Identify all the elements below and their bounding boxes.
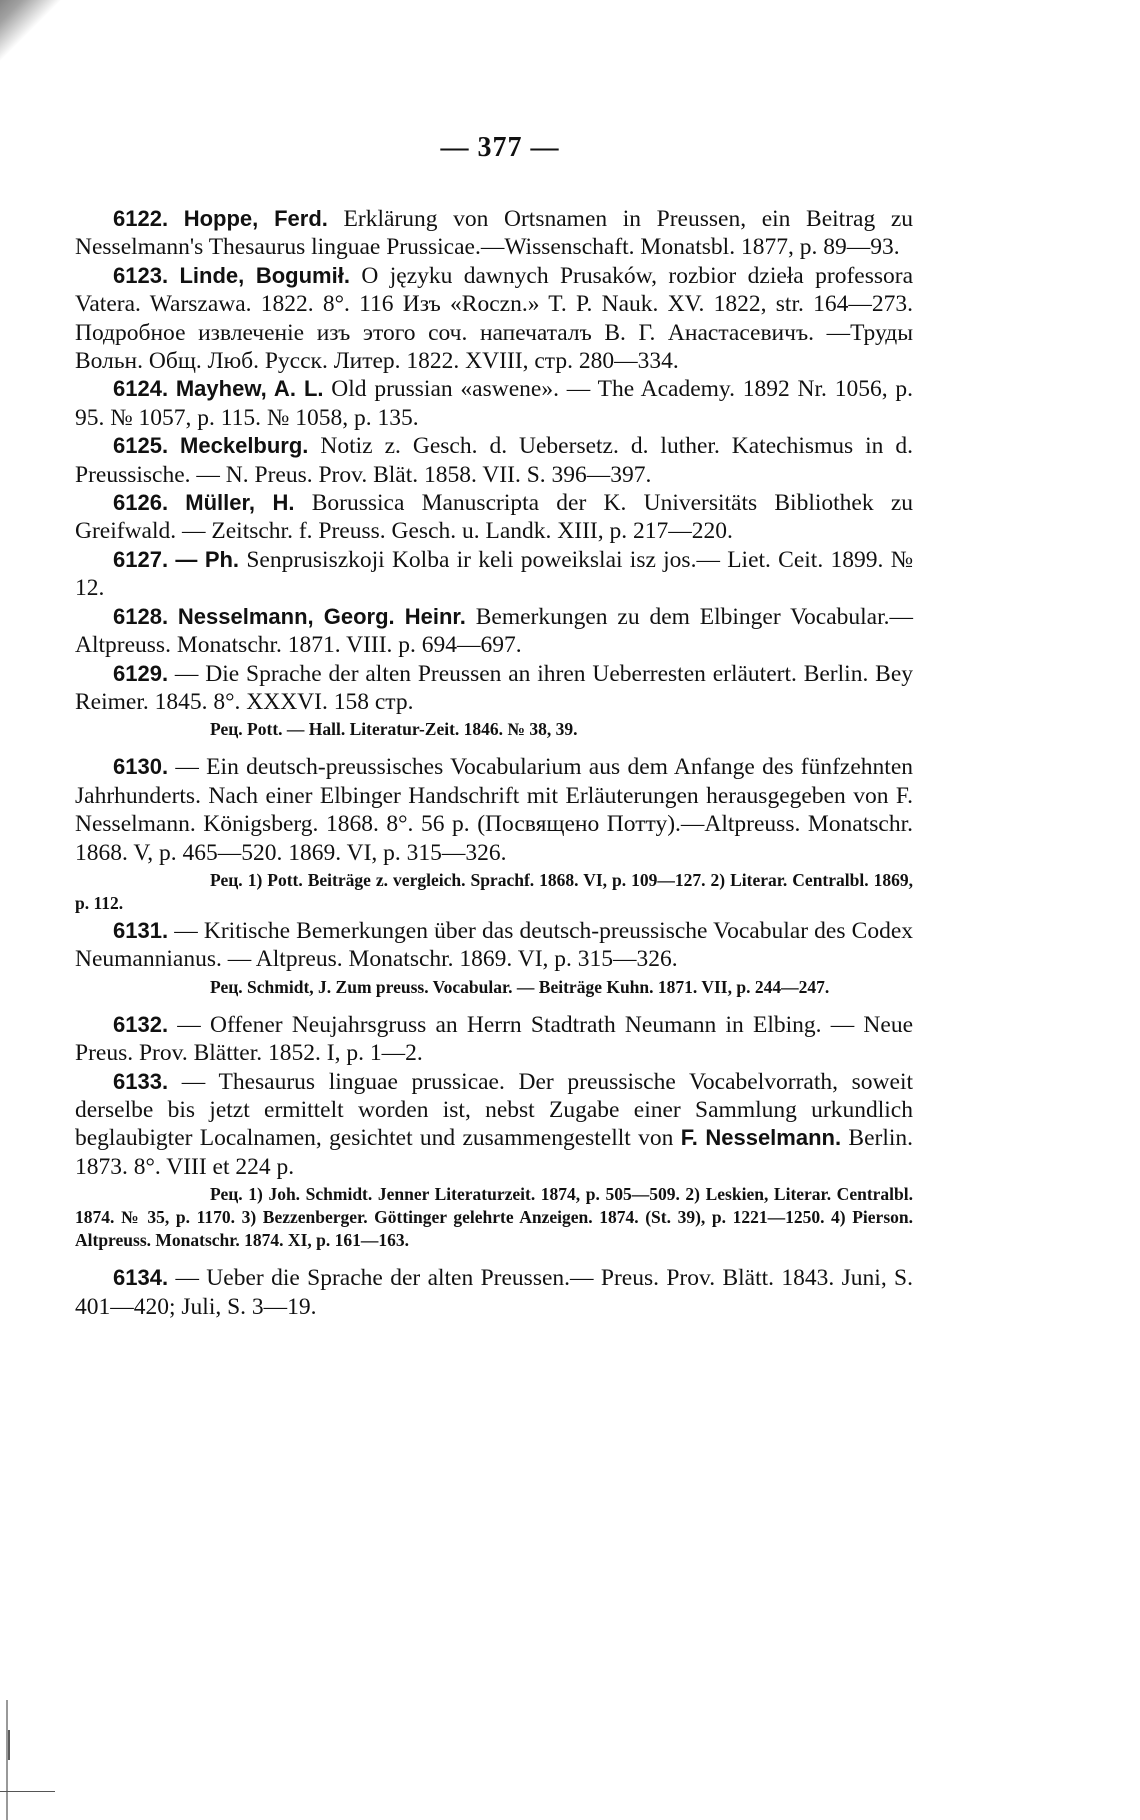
entry-6128 xyxy=(75,603,913,660)
entry-text: — Ein deutsch-preussisches Vocabularium aus dem Anfange des fünfzehnten Jahrhunderts. Nach einer Elbinger Handschrift mit Erläuterungen herausgegeben von F. Nesselmann. Königsberg. 1868. 8°. 56 p. (Посвящено Потту).—Altpreuss. Monatschr. 1868. V, p. 465—520. 1869. VI, p. 315—326. xyxy=(75,754,913,866)
entry-text: — Offener Neujahrsgruss an Herrn Stadtrath Neumann in Elbing. — Neue Preus. Prov. Blätter. 1852. I, p. 1—2. xyxy=(75,1011,914,1067)
entry-text: Notiz z. Gesch. d. Uebersetz. d. luther. Katechismus in d. Preussische. — N. Preus. Prov. Blät. 1858. VII. S. 396—397. xyxy=(75,433,914,488)
entry-review: Рец. 1) Pott. Beiträge z. vergleich. Sprachf. 1868. VI, p. 109—127. 2) Literar. Centralbl. 1869, p. 112. xyxy=(75,869,913,913)
scan-edge-line xyxy=(0,1791,55,1792)
spacer xyxy=(75,1254,913,1264)
entry-text: — Ueber die Sprache der alten Preussen.— Preus. Prov. Blätt. 1843. Juni, S. 401—420; Juli, S. 3—19. xyxy=(75,1265,913,1320)
entry-6131 xyxy=(75,917,913,974)
entry-number: 6126. xyxy=(113,490,169,516)
entry-6126 xyxy=(75,489,913,546)
entry-6127 xyxy=(75,546,913,603)
spacer xyxy=(75,1001,913,1011)
entry-6132 xyxy=(75,1011,913,1068)
page-number: — 377 — xyxy=(440,132,560,163)
entry-text: — Kritische Bemerkungen über das deutsch-preussische Vocabular des Codex Neumannianus. — Altpreus. Monatschr. 1869. VI, p. 315—326. xyxy=(75,917,914,973)
entry-text: Old prussian «aswene». — The Academy. 1892 Nr. 1056, p. 95. № 1057, p. 115. № 1058, p. 135. xyxy=(75,376,913,431)
entry-number: 6123. xyxy=(113,262,169,288)
entry-text: Erklärung von Ortsnamen in Preussen, ein Beitrag zu Nesselmann's Thesaurus linguae Prussicae.—Wissenschaft. Monatsbl. 1877, p. 89—93. xyxy=(75,206,914,261)
entry-text-after: Berlin. 1873. 8°. VIII et 224 p. xyxy=(75,1125,914,1180)
entry-author: Meckelburg. xyxy=(180,433,309,459)
entry-author: — Ph. xyxy=(175,546,240,572)
entry-number: 6132. xyxy=(113,1011,169,1037)
entry-author: Nesselmann, Georg. Heinr. xyxy=(177,603,466,629)
entry-6129 xyxy=(75,660,913,717)
entry-6133 xyxy=(75,1068,913,1182)
entry-6122 xyxy=(75,205,913,262)
entry-6124 xyxy=(75,375,913,432)
entry-number: 6125. xyxy=(113,433,169,459)
entry-text: Borussica Manuscripta der K. Universitäts Bibliothek zu Greifwald. — Zeitschr. f. Preuss. Gesch. u. Landk. XIII, p. 217—220. xyxy=(75,490,914,545)
spacer xyxy=(75,743,913,753)
entry-review: Рец. Schmidt, J. Zum preuss. Vocabular. — Beiträge Kuhn. 1871. VII, p. 244—247. xyxy=(210,976,830,997)
scan-edge-mark xyxy=(8,1730,10,1760)
scan-edge-mark xyxy=(6,1700,8,1820)
entry-6130 xyxy=(75,753,913,867)
entry-number: 6127. xyxy=(113,546,169,572)
entry-review: Рец. 1) Joh. Schmidt. Jenner Literaturzeit. 1874, p. 505—509. 2) Leskien, Literar. Centralbl. 1874. № 35, p. 1170. 3) Bezzenberger. Göttinger gelehrte Anzeigen. 1874. (St. 39), p. 1221—1250. 4) Pierson. Altpreuss. Monatschr. 1874. XI, p. 161—163. xyxy=(75,1184,913,1251)
entry-text: — Die Sprache der alten Preussen an ihren Ueberresten erläutert. Berlin. Bey Reimer. 1845. 8°. XXXVI. 158 стр. xyxy=(75,660,914,715)
entry-number: 6122. xyxy=(113,206,169,231)
entry-number: 6134. xyxy=(113,1265,169,1291)
entry-text: — Thesaurus linguae prussicae. Der preussische Vocabelvorrath, soweit derselbe bis jetzt ermittelt worden ist, nebst Zugabe einer Sammlung urkundlich beglaubigter Localnamen, gesichtet und zusammengestellt von xyxy=(75,1068,914,1152)
entry-6134 xyxy=(75,1264,913,1321)
entry-number: 6131. xyxy=(113,917,169,943)
entry-number: 6124. xyxy=(113,376,169,402)
entry-number: 6130. xyxy=(113,754,169,780)
entry-text: Bemerkungen zu dem Elbinger Vocabular.—Altpreuss. Monatschr. 1871. VIII. p. 694—697. xyxy=(75,603,914,659)
entry-author: Mayhew, A. L. xyxy=(175,376,324,402)
entry-text: Senprusiszkoji Kolba ir keli poweikslai isz jos.— Liet. Ceit. 1899. № 12. xyxy=(75,546,914,602)
entry-6125 xyxy=(75,432,913,489)
bibliography-list xyxy=(75,205,913,1321)
entry-text: O języku dawnych Prusaków, rozbior dzieła professora Vatera. Warszawa. 1822. 8°. 116 Изъ «Roczn.» T. P. Nauk. XV. 1822, str. 164—273. Подробное извлеченіе изъ этого соч. напечаталъ В. Г. Анастасевичъ. —Труды Вольн. Общ. Люб. Русск. Литер. 1822. XVIII, стр. 280—334. xyxy=(75,262,914,375)
entry-number: 6129. xyxy=(113,660,169,686)
entry-author: Müller, H. xyxy=(185,490,295,516)
entry-review: Рец. Pott. — Hall. Literatur-Zeit. 1846. № 38, 39. xyxy=(210,719,578,740)
entry-author: F. Nesselmann. xyxy=(680,1125,842,1151)
scan-artifact-corner xyxy=(0,0,200,80)
entry-author: Hoppe, Ferd. xyxy=(183,206,328,231)
entry-number: 6128. xyxy=(113,603,169,629)
entry-number: 6133. xyxy=(113,1068,169,1094)
entry-author: Linde, Bogumił. xyxy=(179,262,350,288)
entry-6123 xyxy=(75,262,913,376)
